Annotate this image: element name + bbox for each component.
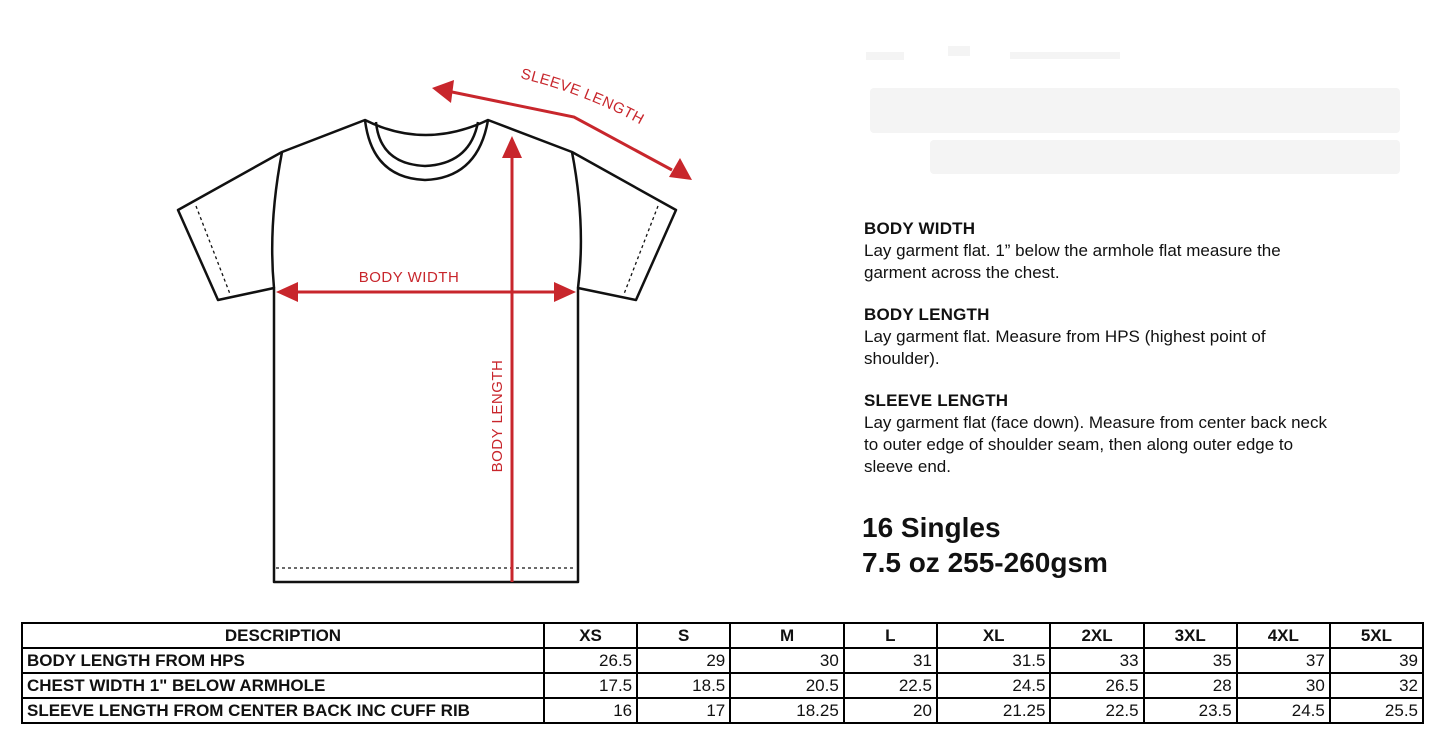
table-cell: 22.5 — [844, 673, 937, 698]
body-length-label: BODY LENGTH — [489, 359, 506, 473]
instruction-text: Lay garment flat (face down). Measure from center back neck to outer edge of shoulder seam, then along outer edge to sleeve end. — [864, 413, 1327, 476]
header-size: M — [730, 623, 844, 648]
table-cell: 26.5 — [1050, 673, 1143, 698]
instruction-text: Lay garment flat. Measure from HPS (highest point of shoulder). — [864, 327, 1266, 368]
instruction-sleeve-length — [864, 390, 1334, 478]
header-size: XS — [544, 623, 637, 648]
header-size: 2XL — [1050, 623, 1143, 648]
table-cell: 20.5 — [730, 673, 844, 698]
header-description: DESCRIPTION — [22, 623, 544, 648]
header-size: 4XL — [1237, 623, 1330, 648]
measurement-instructions — [864, 218, 1334, 498]
row-label: BODY LENGTH FROM HPS — [22, 648, 544, 673]
header-size: XL — [937, 623, 1051, 648]
sleeve-length-label-path: SLEEVE LENGTH — [519, 65, 648, 129]
instruction-text: Lay garment flat. 1” below the armhole flat measure the garment across the chest. — [864, 241, 1281, 282]
table-cell: 35 — [1144, 648, 1237, 673]
fabric-singles: 16 Singles — [862, 512, 1001, 543]
instruction-body-length — [864, 304, 1334, 370]
tshirt-diagram — [0, 0, 760, 600]
instruction-title: SLEEVE LENGTH — [864, 391, 1009, 410]
table-cell: 24.5 — [1237, 698, 1330, 723]
table-cell: 31.5 — [937, 648, 1051, 673]
table-row — [22, 698, 1423, 723]
table-cell: 23.5 — [1144, 698, 1237, 723]
faded-logo-watermark — [860, 40, 1420, 190]
row-label: CHEST WIDTH 1" BELOW ARMHOLE — [22, 673, 544, 698]
table-cell: 39 — [1330, 648, 1423, 673]
header-size: S — [637, 623, 730, 648]
table-cell: 20 — [844, 698, 937, 723]
table-cell: 29 — [637, 648, 730, 673]
table-cell: 21.25 — [937, 698, 1051, 723]
body-width-label: BODY WIDTH — [358, 269, 460, 286]
table-cell: 33 — [1050, 648, 1143, 673]
table-cell: 30 — [1237, 673, 1330, 698]
table-cell: 16 — [544, 698, 637, 723]
table-cell: 18.5 — [637, 673, 730, 698]
header-size: 3XL — [1144, 623, 1237, 648]
table-cell: 28 — [1144, 673, 1237, 698]
table-header-row — [22, 623, 1423, 648]
table-cell: 37 — [1237, 648, 1330, 673]
table-row — [22, 648, 1423, 673]
row-label: SLEEVE LENGTH FROM CENTER BACK INC CUFF RIB — [22, 698, 544, 723]
table-cell: 17.5 — [544, 673, 637, 698]
instruction-title: BODY LENGTH — [864, 305, 990, 324]
header-size: 5XL — [1330, 623, 1423, 648]
table-cell: 18.25 — [730, 698, 844, 723]
table-cell: 32 — [1330, 673, 1423, 698]
tshirt-outline — [178, 120, 676, 582]
table-cell: 22.5 — [1050, 698, 1143, 723]
instruction-title: BODY WIDTH — [864, 219, 976, 238]
table-cell: 31 — [844, 648, 937, 673]
instruction-body-width — [864, 218, 1334, 284]
fabric-spec — [862, 510, 1108, 580]
table-cell: 26.5 — [544, 648, 637, 673]
fabric-weight: 7.5 oz 255-260gsm — [862, 547, 1108, 578]
table-row — [22, 673, 1423, 698]
sleeve-length-label — [519, 65, 647, 128]
size-chart-table — [21, 622, 1424, 724]
table-cell: 17 — [637, 698, 730, 723]
table-cell: 25.5 — [1330, 698, 1423, 723]
table-cell: 24.5 — [937, 673, 1051, 698]
table-cell: 30 — [730, 648, 844, 673]
header-size: L — [844, 623, 937, 648]
